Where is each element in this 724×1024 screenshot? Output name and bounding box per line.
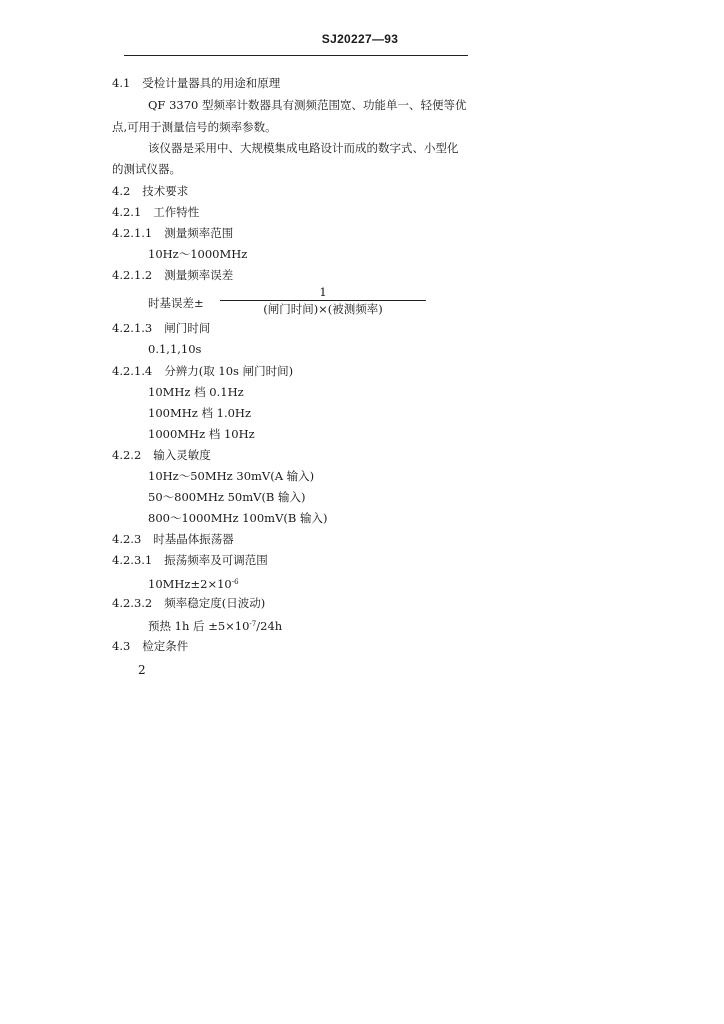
standard-code-header: SJ20227—93 (321, 32, 399, 46)
spec-exponent: -7 (249, 620, 257, 628)
section-4-3 (112, 639, 188, 653)
formula-lhs: 时基误差± (148, 296, 204, 310)
section-title: 检定条件 (142, 639, 189, 653)
body-text: 该仪器是采用中、大规模集成电路设计而成的数字式、小型化 (148, 141, 459, 155)
section-title: 分辨力(取 10s 闸门时间) (164, 364, 294, 378)
spec-exponent: -6 (231, 578, 239, 586)
section-title: 振荡频率及可调范围 (164, 553, 268, 567)
section-4-2-3 (112, 532, 234, 546)
section-number: 4.2.1.4 (112, 364, 153, 378)
section-4-1 (112, 76, 280, 90)
section-number: 4.2.3 (112, 532, 142, 546)
body-text: 点,可用于测量信号的频率参数。 (112, 120, 277, 134)
body-text: QF 3370 型频率计数器具有测频范围宽、功能单一、轻便等优 (148, 98, 467, 112)
section-title: 频率稳定度(日波动) (164, 596, 266, 610)
section-4-2-3-2 (112, 596, 265, 610)
section-title: 时基晶体振荡器 (153, 532, 234, 546)
spec-value: 10MHz 档 0.1Hz (148, 385, 244, 399)
section-4-2 (112, 184, 188, 198)
page-number: 2 (138, 663, 146, 677)
section-title: 闸门时间 (164, 321, 211, 335)
section-number: 4.2.1 (112, 205, 142, 219)
spec-value: 800～1000MHz 100mV(B 输入) (148, 511, 328, 525)
section-4-2-1 (112, 205, 199, 219)
section-4-2-1-2 (112, 268, 233, 282)
spec-value: 100MHz 档 1.0Hz (148, 406, 252, 420)
spec-value: 10Hz～50MHz 30mV(A 输入) (148, 469, 315, 483)
header-rule (124, 55, 468, 56)
spec-value: 10Hz～1000MHz (148, 247, 248, 261)
section-4-2-3-1 (112, 553, 268, 567)
formula-denominator: (闸门时间)×(被测频率) (263, 302, 383, 316)
section-title: 技术要求 (142, 184, 189, 198)
section-number: 4.2.1.1 (112, 226, 153, 240)
fraction-bar (220, 300, 426, 301)
section-number: 4.2.1.3 (112, 321, 153, 335)
spec-value: 1000MHz 档 10Hz (148, 427, 255, 441)
body-text: 的测试仪器。 (112, 162, 181, 176)
section-4-2-1-3 (112, 321, 210, 335)
section-number: 4.1 (112, 76, 131, 90)
section-number: 4.2.3.1 (112, 553, 153, 567)
spec-main: 预热 1h 后 ±5×10 (148, 619, 250, 633)
spec-value: 0.1,1,10s (148, 342, 202, 356)
formula-fraction (220, 285, 426, 316)
section-4-2-1-1 (112, 226, 233, 240)
section-number: 4.2.2 (112, 448, 142, 462)
section-title: 工作特性 (153, 205, 200, 219)
section-title: 测量频率误差 (164, 268, 234, 282)
spec-value (148, 617, 282, 633)
section-title: 受检计量器具的用途和原理 (142, 76, 281, 90)
section-number: 4.3 (112, 639, 131, 653)
section-number: 4.2.1.2 (112, 268, 153, 282)
spec-value: 50～800MHz 50mV(B 输入) (148, 490, 306, 504)
section-number: 4.2 (112, 184, 131, 198)
section-title: 输入灵敏度 (153, 448, 211, 462)
section-title: 测量频率范围 (164, 226, 234, 240)
spec-value (148, 575, 239, 591)
section-number: 4.2.3.2 (112, 596, 153, 610)
spec-tail: /24h (256, 619, 283, 633)
section-4-2-2 (112, 448, 211, 462)
section-4-2-1-4 (112, 364, 293, 378)
spec-main: 10MHz±2×10 (148, 577, 232, 591)
formula-numerator: 1 (319, 285, 327, 299)
